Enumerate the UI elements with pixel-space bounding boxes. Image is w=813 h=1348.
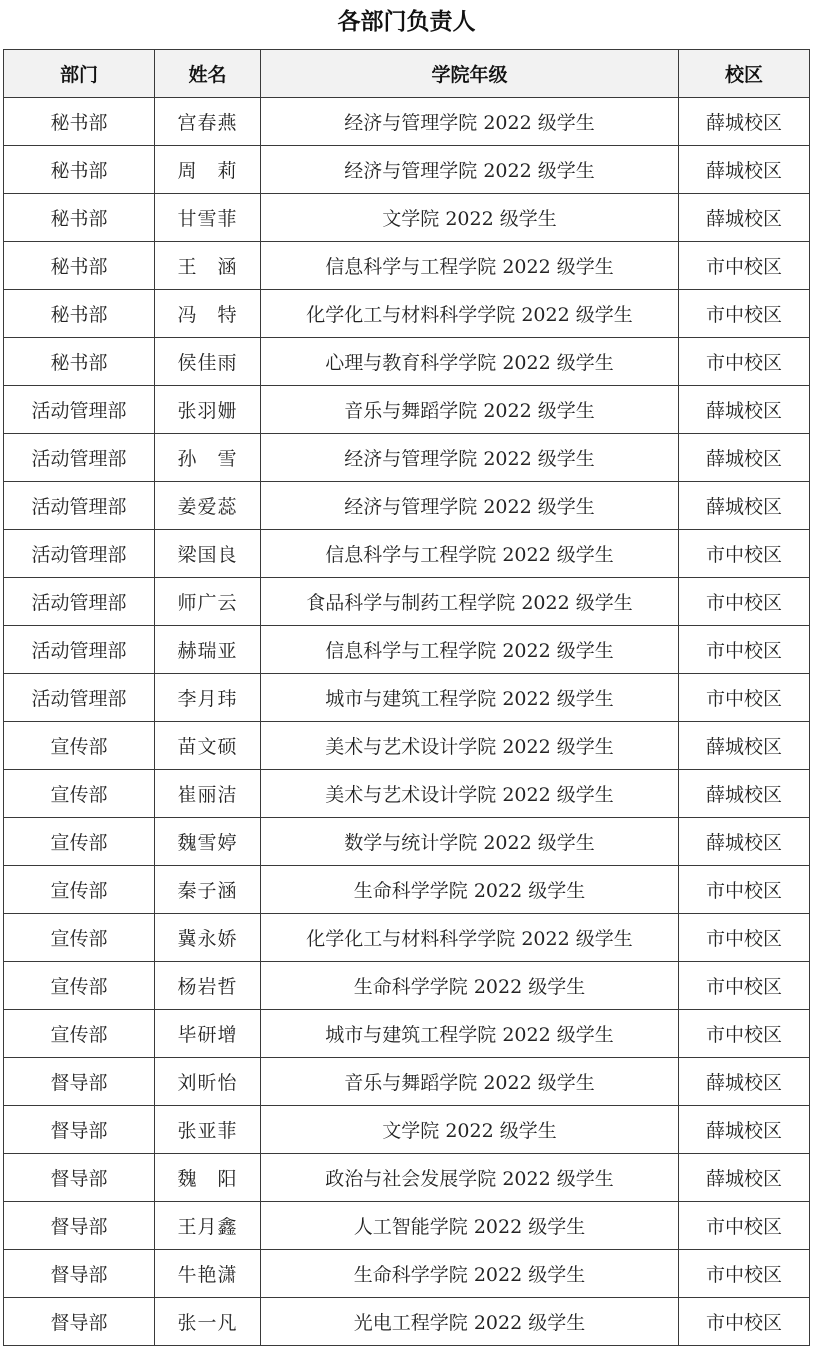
table-body [4,98,810,1346]
table-row [4,674,810,722]
table-row [4,626,810,674]
cell-department: 宣传部 [4,914,155,962]
table-row [4,530,810,578]
table-row [4,818,810,866]
cell-name: 张亚菲 [155,1106,261,1154]
cell-campus: 市中校区 [679,626,810,674]
cell-department: 活动管理部 [4,626,155,674]
table-header-row [4,50,810,98]
cell-department: 活动管理部 [4,578,155,626]
cell-department: 督导部 [4,1058,155,1106]
cell-name: 王月鑫 [155,1202,261,1250]
table-row [4,1058,810,1106]
cell-name: 张一凡 [155,1298,261,1346]
cell-college-grade: 美术与艺术设计学院 2022 级学生 [261,722,679,770]
cell-department: 活动管理部 [4,434,155,482]
cell-department: 督导部 [4,1202,155,1250]
cell-college-grade: 美术与艺术设计学院 2022 级学生 [261,770,679,818]
table-row [4,386,810,434]
cell-campus: 薛城校区 [679,386,810,434]
cell-name: 崔丽洁 [155,770,261,818]
table-row [4,722,810,770]
cell-name: 侯佳雨 [155,338,261,386]
cell-name: 孙 雪 [155,434,261,482]
cell-campus: 薛城校区 [679,770,810,818]
cell-name: 甘雪菲 [155,194,261,242]
cell-college-grade: 心理与教育科学学院 2022 级学生 [261,338,679,386]
cell-campus: 市中校区 [679,578,810,626]
cell-name: 秦子涵 [155,866,261,914]
cell-department: 宣传部 [4,962,155,1010]
cell-campus: 薛城校区 [679,98,810,146]
cell-name: 冯 特 [155,290,261,338]
cell-name: 冀永娇 [155,914,261,962]
cell-department: 活动管理部 [4,674,155,722]
cell-department: 活动管理部 [4,386,155,434]
cell-name: 苗文硕 [155,722,261,770]
cell-campus: 市中校区 [679,1202,810,1250]
cell-college-grade: 政治与社会发展学院 2022 级学生 [261,1154,679,1202]
cell-name: 赫瑞亚 [155,626,261,674]
cell-department: 秘书部 [4,290,155,338]
cell-campus: 薛城校区 [679,818,810,866]
cell-department: 宣传部 [4,770,155,818]
cell-college-grade: 信息科学与工程学院 2022 级学生 [261,242,679,290]
cell-name: 杨岩哲 [155,962,261,1010]
header-department: 部门 [4,50,155,98]
cell-name: 刘昕怡 [155,1058,261,1106]
cell-department: 宣传部 [4,818,155,866]
cell-campus: 市中校区 [679,530,810,578]
cell-college-grade: 化学化工与材料科学学院 2022 级学生 [261,914,679,962]
cell-department: 宣传部 [4,722,155,770]
cell-college-grade: 化学化工与材料科学学院 2022 级学生 [261,290,679,338]
cell-campus: 市中校区 [679,242,810,290]
cell-department: 秘书部 [4,98,155,146]
cell-college-grade: 经济与管理学院 2022 级学生 [261,146,679,194]
cell-name: 李月玮 [155,674,261,722]
table-row [4,866,810,914]
table-row [4,242,810,290]
cell-campus: 市中校区 [679,914,810,962]
cell-name: 张羽姗 [155,386,261,434]
cell-department: 秘书部 [4,242,155,290]
table-row [4,1202,810,1250]
cell-college-grade: 文学院 2022 级学生 [261,1106,679,1154]
table-row [4,482,810,530]
cell-college-grade: 生命科学学院 2022 级学生 [261,962,679,1010]
cell-name: 周 莉 [155,146,261,194]
table-row [4,146,810,194]
cell-college-grade: 信息科学与工程学院 2022 级学生 [261,530,679,578]
cell-department: 宣传部 [4,1010,155,1058]
cell-department: 秘书部 [4,338,155,386]
cell-college-grade: 城市与建筑工程学院 2022 级学生 [261,1010,679,1058]
cell-campus: 市中校区 [679,962,810,1010]
cell-campus: 薛城校区 [679,722,810,770]
cell-department: 秘书部 [4,194,155,242]
cell-department: 活动管理部 [4,530,155,578]
cell-college-grade: 城市与建筑工程学院 2022 级学生 [261,674,679,722]
table-row [4,98,810,146]
cell-college-grade: 经济与管理学院 2022 级学生 [261,98,679,146]
cell-college-grade: 文学院 2022 级学生 [261,194,679,242]
cell-college-grade: 数学与统计学院 2022 级学生 [261,818,679,866]
table-row [4,434,810,482]
table-row [4,1154,810,1202]
cell-name: 王 涵 [155,242,261,290]
cell-name: 魏雪婷 [155,818,261,866]
cell-campus: 市中校区 [679,674,810,722]
cell-campus: 市中校区 [679,1298,810,1346]
table-row [4,1250,810,1298]
cell-campus: 市中校区 [679,290,810,338]
department-heads-table [3,49,810,1346]
cell-college-grade: 生命科学学院 2022 级学生 [261,866,679,914]
cell-name: 师广云 [155,578,261,626]
cell-name: 毕研增 [155,1010,261,1058]
table-row [4,578,810,626]
cell-campus: 薛城校区 [679,482,810,530]
table-row [4,290,810,338]
table-row [4,338,810,386]
cell-campus: 市中校区 [679,1250,810,1298]
header-name: 姓名 [155,50,261,98]
cell-department: 督导部 [4,1250,155,1298]
cell-college-grade: 经济与管理学院 2022 级学生 [261,482,679,530]
cell-campus: 市中校区 [679,338,810,386]
cell-campus: 薛城校区 [679,1106,810,1154]
cell-department: 督导部 [4,1106,155,1154]
header-campus: 校区 [679,50,810,98]
cell-department: 督导部 [4,1154,155,1202]
cell-campus: 市中校区 [679,1010,810,1058]
table-row [4,770,810,818]
cell-college-grade: 光电工程学院 2022 级学生 [261,1298,679,1346]
cell-college-grade: 生命科学学院 2022 级学生 [261,1250,679,1298]
table-row [4,1010,810,1058]
cell-campus: 薛城校区 [679,146,810,194]
cell-college-grade: 食品科学与制药工程学院 2022 级学生 [261,578,679,626]
table-row [4,962,810,1010]
table-row [4,194,810,242]
cell-college-grade: 信息科学与工程学院 2022 级学生 [261,626,679,674]
cell-department: 秘书部 [4,146,155,194]
cell-department: 活动管理部 [4,482,155,530]
cell-department: 督导部 [4,1298,155,1346]
page-title: 各部门负责人 [337,9,476,35]
cell-college-grade: 音乐与舞蹈学院 2022 级学生 [261,1058,679,1106]
cell-college-grade: 音乐与舞蹈学院 2022 级学生 [261,386,679,434]
cell-name: 梁国良 [155,530,261,578]
cell-college-grade: 人工智能学院 2022 级学生 [261,1202,679,1250]
cell-name: 牛艳潇 [155,1250,261,1298]
cell-college-grade: 经济与管理学院 2022 级学生 [261,434,679,482]
cell-campus: 薛城校区 [679,434,810,482]
cell-department: 宣传部 [4,866,155,914]
cell-campus: 薛城校区 [679,1058,810,1106]
cell-name: 姜爱蕊 [155,482,261,530]
cell-campus: 薛城校区 [679,1154,810,1202]
cell-campus: 市中校区 [679,866,810,914]
header-college-grade: 学院年级 [261,50,679,98]
cell-campus: 薛城校区 [679,194,810,242]
table-row [4,1106,810,1154]
table-row [4,914,810,962]
table-row [4,1298,810,1346]
cell-name: 魏 阳 [155,1154,261,1202]
cell-name: 宫春燕 [155,98,261,146]
